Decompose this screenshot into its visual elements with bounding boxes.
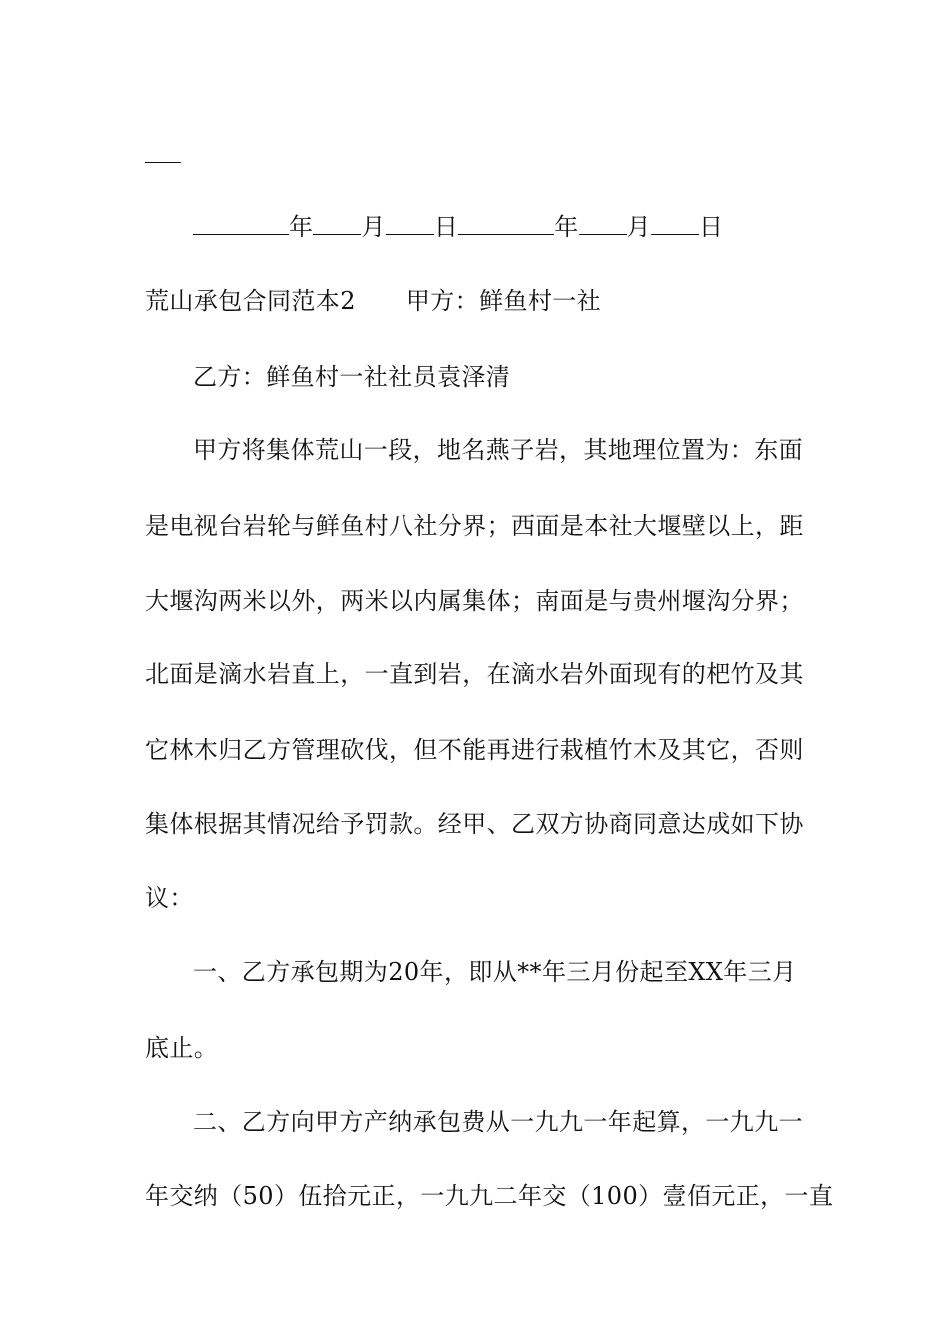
month-label-2: 月	[626, 213, 652, 241]
body-line: 北面是滴水岩直上，一直到岩，在滴水岩外面现有的杷竹及其	[145, 660, 804, 688]
document-title: 荒山承包合同范本2	[145, 287, 356, 315]
year-blank-1	[193, 212, 289, 235]
clause-1-line: 一、乙方承包期为20年，即从**年三月份起至XX年三月	[193, 958, 797, 986]
day-blank-2	[651, 212, 699, 235]
month-blank-1	[313, 212, 361, 235]
day-label-1: 日	[433, 213, 459, 241]
year-blank-2	[458, 212, 554, 235]
day-blank-1	[386, 212, 434, 235]
month-blank-2	[579, 212, 627, 235]
year-label-2: 年	[554, 213, 579, 241]
clause-2-line: 年交纳（50）伍拾元正，一九九二年交（100）壹佰元正，一直	[145, 1182, 834, 1210]
body-line: 它林木归乙方管理砍伐，但不能再进行栽植竹木及其它，否则	[145, 736, 804, 764]
party-a: 甲方：鲜鱼村一社	[405, 287, 602, 315]
body-line: 是电视台岩轮与鲜鱼村八社分界；西面是本社大堰壁以上，距	[145, 512, 804, 540]
year-label-1: 年	[289, 213, 314, 241]
day-label-2: 日	[699, 213, 724, 241]
date-line	[193, 212, 815, 241]
clause-2-line: 二、乙方向甲方产纳承包费从一九九一年起算，一九九一	[193, 1108, 803, 1136]
body-line: 集体根据其情况给予罚款。经甲、乙双方协商同意达成如下协	[145, 810, 804, 838]
body-line: 大堰沟两米以外，两米以内属集体；南面是与贵州堰沟分界；	[145, 587, 804, 615]
clause-1-line: 底止。	[145, 1034, 219, 1062]
body-line: 甲方将集体荒山一段，地名燕子岩，其地理位置为：东面	[193, 436, 803, 464]
body-line: 议：	[145, 884, 194, 912]
title-line	[145, 287, 815, 315]
party-b: 乙方：鲜鱼村一社社员袁泽清	[193, 363, 511, 391]
month-label-1: 月	[361, 213, 386, 241]
top-signature-rule	[145, 162, 181, 163]
